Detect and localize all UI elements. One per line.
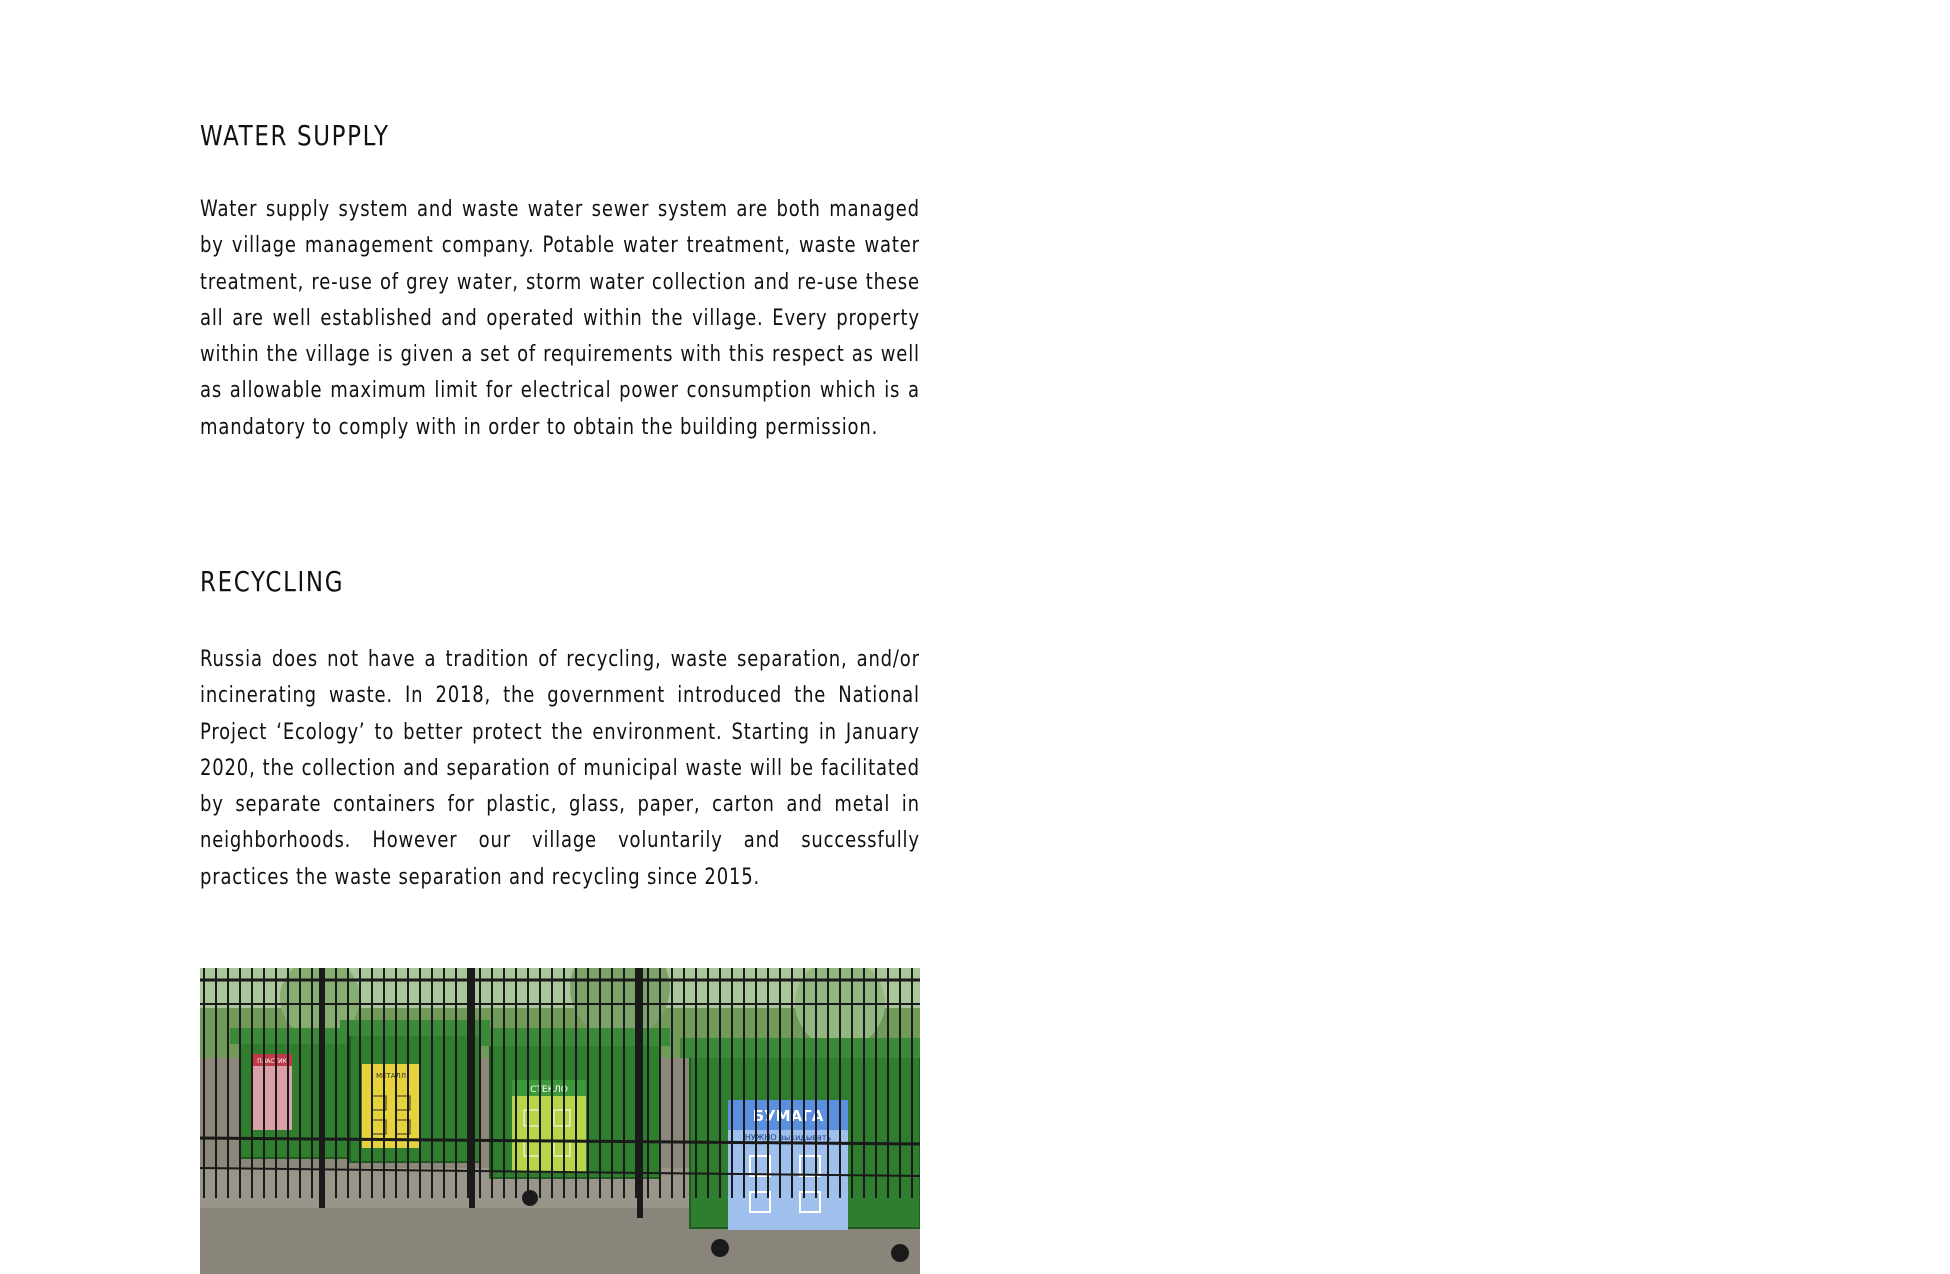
paper-label: БУМАГА [752,1107,824,1125]
water-supply-paragraph: Water supply system and waste water sewer system are both managed by village management company. Potable water treatment, waste water treatment, re-use of grey water, storm water collection and re-use these all are well established and operated within the village. Every property within the village is given a set of requirements with this respect as well as allowable maximum limit for electrical power consumption which is a mandatory to comply with in order to obtain the building permission. [200,197,920,440]
recycling-containers-photo [200,968,920,1274]
paper-sublabel: НУЖНО выкидывать [744,1133,832,1142]
plastic-label: ПЛАСТИК [257,1058,287,1065]
recycling-title: RECYCLING [200,565,345,598]
paper-container [680,1038,920,1230]
glass-label: СТЕКЛО [530,1085,568,1095]
article-content [200,112,920,890]
metal-label: МЕТАЛЛ [375,1072,407,1080]
water-supply-title: WATER SUPPLY [200,119,390,152]
recycling-paragraph: Russia does not have a tradition of recycling, waste separation, and/or incinerating waste. In 2018, the government introduced the National Project ‘Ecology’ to better protect the environment. Starting in January 2020, the collection and separation of municipal waste will be facilitated by separate containers for plastic, glass, paper, carton and metal in neighborhoods. However our village voluntarily and successfully practices the waste separation and recycling since 2015. [200,647,920,890]
